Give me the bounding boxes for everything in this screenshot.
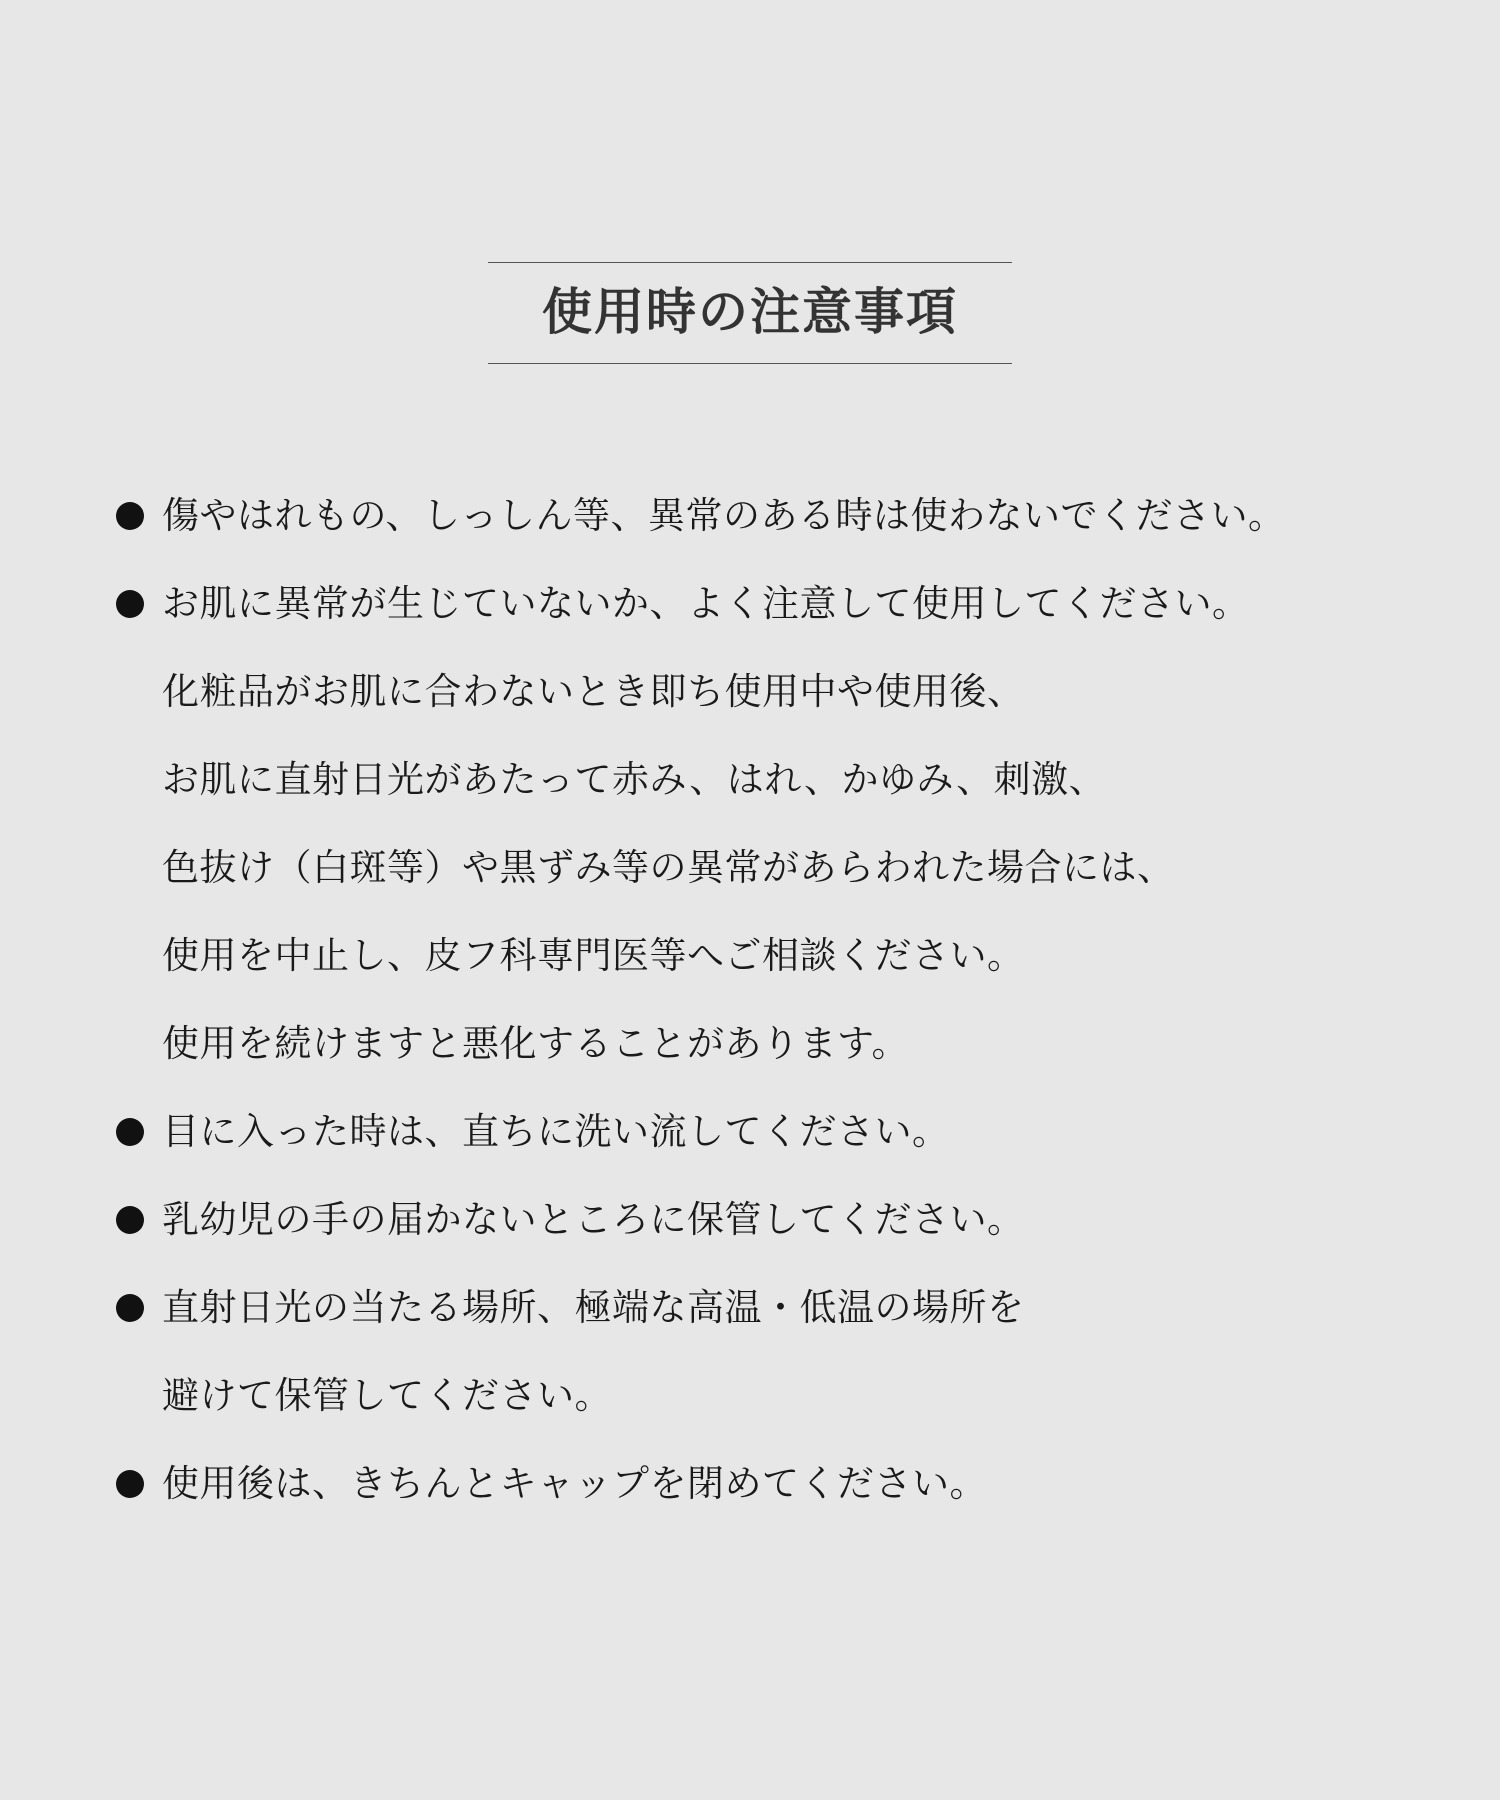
bullet-icon <box>110 496 150 536</box>
caution-text: 色抜け（白斑等）や黒ずみ等の異常があらわれた場合には、 <box>162 845 1175 889</box>
caution-item <box>110 1440 1470 1528</box>
caution-continuation <box>110 1000 1470 1088</box>
caution-text: 化粧品がお肌に合わないとき即ち使用中や使用後、 <box>162 669 1025 713</box>
caution-text: 目に入った時は、直ちに洗い流してください。 <box>162 1109 950 1153</box>
page-title: 使用時の注意事項 <box>542 283 958 341</box>
caution-text: 乳幼児の手の届かないところに保管してください。 <box>162 1197 1025 1241</box>
caution-list <box>110 472 1470 1528</box>
caution-text: 傷やはれもの、しっしん等、異常のある時は使わないでください。 <box>162 493 1286 537</box>
caution-text: 使用を中止し、皮フ科専門医等へご相談ください。 <box>162 933 1025 977</box>
caution-text: 直射日光の当たる場所、極端な高温・低温の場所を <box>162 1285 1025 1329</box>
caution-text: 避けて保管してください。 <box>162 1373 612 1417</box>
bullet-icon <box>110 1464 150 1504</box>
title-block <box>488 262 1012 364</box>
caution-continuation <box>110 648 1470 736</box>
caution-continuation <box>110 736 1470 824</box>
caution-item <box>110 472 1470 560</box>
caution-text: お肌に直射日光があたって赤み、はれ、かゆみ、刺激、 <box>162 757 1107 801</box>
caution-continuation <box>110 1352 1470 1440</box>
bullet-icon <box>110 1200 150 1240</box>
caution-item <box>110 1176 1470 1264</box>
caution-text: 使用を続けますと悪化することがあります。 <box>162 1021 910 1065</box>
caution-continuation <box>110 912 1470 1000</box>
bullet-icon <box>110 1288 150 1328</box>
caution-text: 使用後は、きちんとキャップを閉めてください。 <box>162 1461 987 1505</box>
caution-continuation <box>110 824 1470 912</box>
caution-item <box>110 1088 1470 1176</box>
caution-item <box>110 560 1470 648</box>
bullet-icon <box>110 584 150 624</box>
bullet-icon <box>110 1112 150 1152</box>
caution-text: お肌に異常が生じていないか、よく注意して使用してください。 <box>162 581 1250 625</box>
caution-item <box>110 1264 1470 1352</box>
